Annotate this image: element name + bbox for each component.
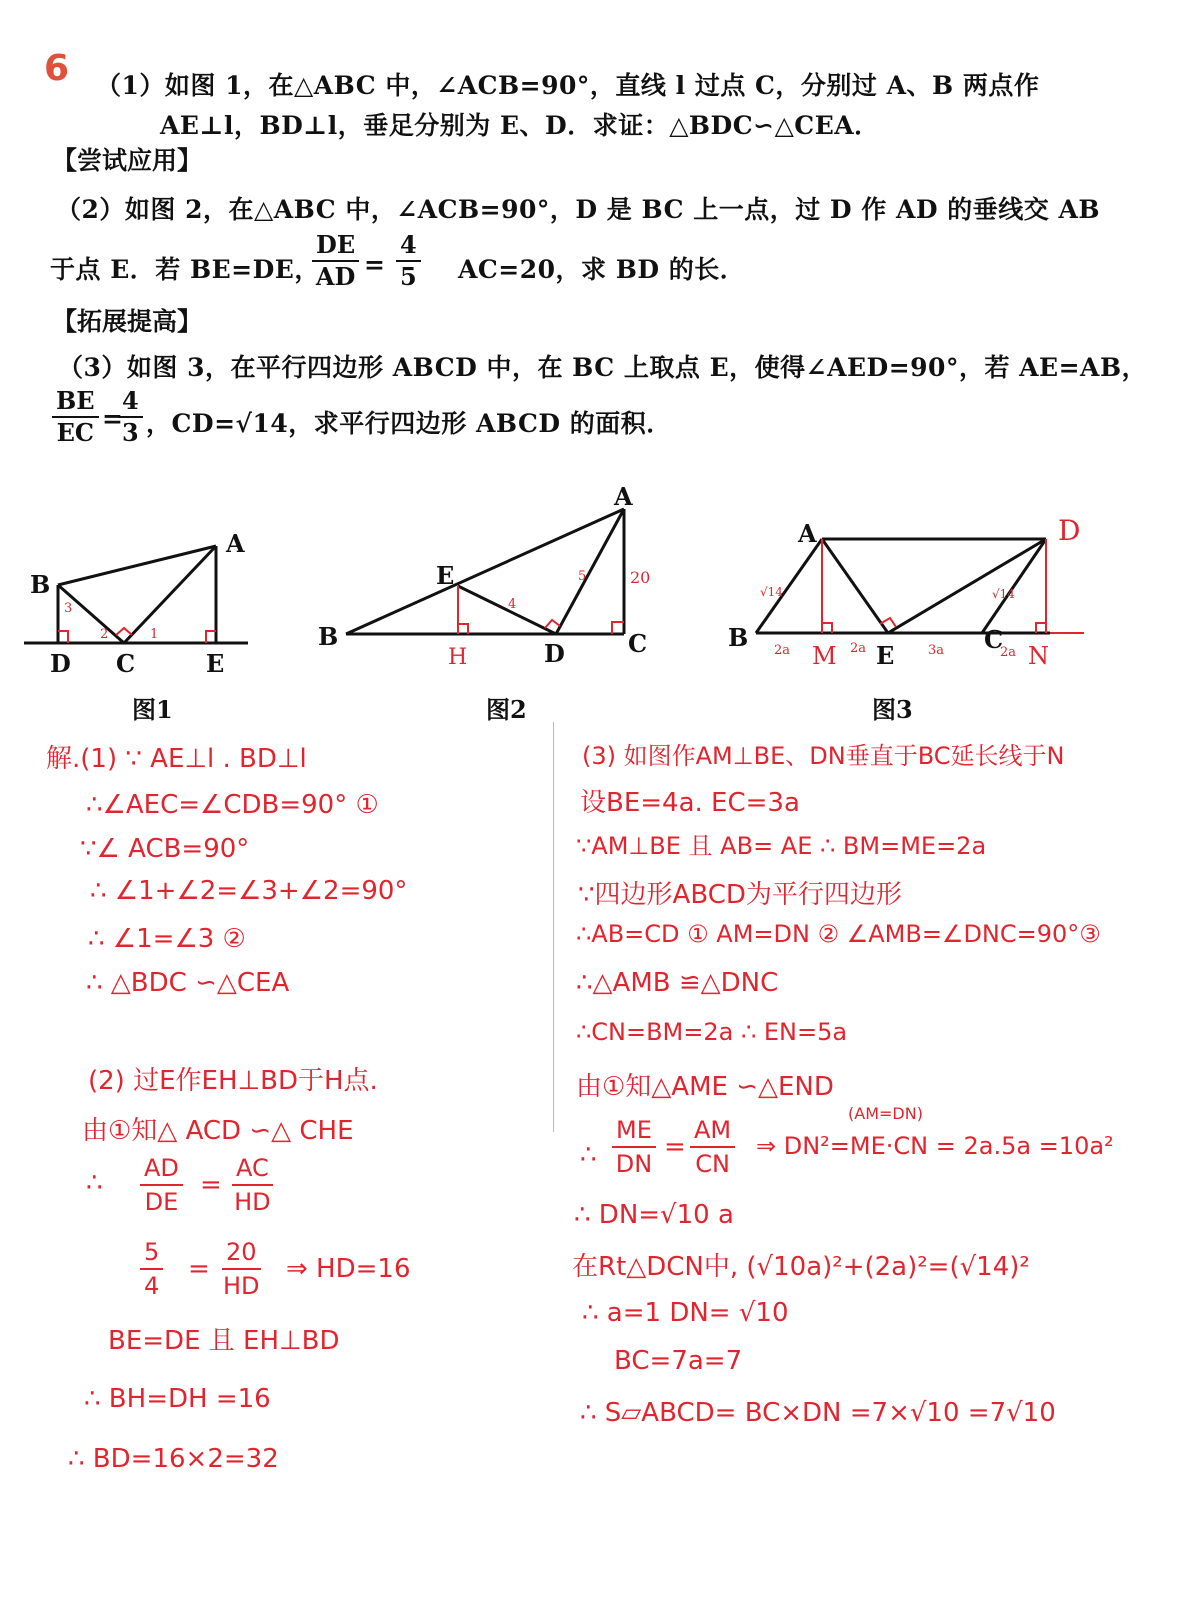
fig1-angle-1: 1 xyxy=(150,627,159,642)
fraction-denominator: DE xyxy=(144,1188,179,1216)
solution-right-line-1: (3) 如图作AM⊥BE、DN垂直于BC延长线于N xyxy=(582,742,1065,770)
section-title-try: 【尝试应用】 xyxy=(52,146,203,175)
fraction-me-over-dn xyxy=(612,1114,656,1180)
solution-left-line-3: ∵∠ ACB=90° xyxy=(80,834,250,864)
fraction-denominator: HD xyxy=(234,1188,271,1216)
solution-left-line-5: ∴ ∠1=∠3 ② xyxy=(88,924,246,954)
fig1-label-a: A xyxy=(226,529,245,558)
equals-sign: = xyxy=(188,1254,210,1284)
fig3-segment-cd xyxy=(982,539,1046,633)
fig1-label-b: B xyxy=(30,570,51,599)
solution-right-line-12: ∴ a=1 DN= √10 xyxy=(582,1298,789,1328)
fraction-denominator: HD xyxy=(223,1272,260,1300)
fig1-segment-ac xyxy=(124,546,216,643)
fraction-5-over-4 xyxy=(140,1236,163,1302)
solution-right-line-11: 在Rt△DCN中, (√10a)²+(2a)²=(√14)² xyxy=(572,1252,1030,1282)
figure-1 xyxy=(24,546,248,643)
fraction-denominator: 3 xyxy=(122,418,139,447)
solution-left-line-6: ∴ △BDC ∽△CEA xyxy=(86,968,290,998)
fraction-20-over-hd xyxy=(222,1236,261,1302)
solution-left-line-13: ∴ BD=16×2=32 xyxy=(68,1444,279,1474)
fig3-annotation-cn: 2a xyxy=(1000,645,1017,660)
solution-right-line-7: ∴CN=BM=2a ∴ EN=5a xyxy=(576,1018,848,1046)
fig3-label-c: C xyxy=(984,625,1004,654)
solution-right-line-14: ∴ S▱ABCD= BC×DN =7×√10 =7√10 xyxy=(580,1398,1056,1428)
solution-right-line-3: ∵AM⊥BE 且 AB= AE ∴ BM=ME=2a xyxy=(576,832,987,860)
fig3-annotation-bm: 2a xyxy=(774,643,791,658)
fraction-numerator: BE xyxy=(52,386,99,418)
fraction-numerator: 5 xyxy=(140,1236,163,1270)
fraction-denominator: 4 xyxy=(144,1272,160,1300)
problem-part1-line1: （1）如图 1，在△ABC 中，∠ACB=90°，直线 l 过点 C，分别过 A、B 两点作 xyxy=(96,71,1040,100)
problem-part2-line2-start: 于点 E．若 BE=DE， xyxy=(50,255,320,284)
fig3-annotation-cd: √14 xyxy=(992,587,1015,601)
solution-right-line-13: BC=7a=7 xyxy=(614,1346,743,1376)
fig1-angle-3: 3 xyxy=(64,601,73,616)
question-number: 6 xyxy=(44,48,70,89)
solution-right-line-6: ∴△AMB ≌△DNC xyxy=(576,968,779,998)
fig2-segment-ed xyxy=(458,586,556,634)
fig2-right-angle-c xyxy=(612,622,624,634)
fraction-numerator: AD xyxy=(140,1152,183,1186)
figures-canvas xyxy=(0,0,1199,700)
figure-3 xyxy=(756,539,1050,633)
solution-right-line-8: 由①知△AME ∽△END xyxy=(576,1072,834,1102)
fraction-am-over-cn xyxy=(690,1114,735,1180)
problem-part2-line1: （2）如图 2，在△ABC 中，∠ACB=90°，D 是 BC 上一点，过 D 作 AD 的垂线交 AB xyxy=(56,195,1101,224)
column-divider xyxy=(553,722,554,1132)
fig2-annotation-ad: 5 xyxy=(578,569,587,584)
fig1-segment-ab xyxy=(58,546,216,585)
solution-right-line-9-prefix: ∴ xyxy=(580,1140,597,1170)
solution-left-line-9-prefix: ∴ xyxy=(86,1168,103,1198)
problem-part1-line2: AE⊥l，BD⊥l，垂足分别为 E、D．求证：△BDC∽△CEA． xyxy=(160,111,880,140)
fig3-segment-ed xyxy=(888,539,1046,633)
fig1-right-angle-c xyxy=(116,628,132,635)
fig2-label-d: D xyxy=(544,639,565,668)
fig3-segment-ae xyxy=(822,539,888,633)
fig2-annotation-ac: 20 xyxy=(630,568,651,587)
fig2-label-c: C xyxy=(628,629,648,658)
fig2-label-b: B xyxy=(318,622,339,651)
fraction-numerator: 4 xyxy=(118,386,143,418)
solution-left-line-10-result: ⇒ HD=16 xyxy=(286,1254,411,1284)
fig3-label-b: B xyxy=(728,623,749,652)
solution-right-line-9-note: (AM=DN) xyxy=(848,1104,923,1123)
fig3-annotation-ec: 3a xyxy=(928,643,945,658)
fig3-label-m: M xyxy=(812,642,837,670)
solution-left-line-4: ∴ ∠1+∠2=∠3+∠2=90° xyxy=(90,876,408,906)
fraction-denominator: 5 xyxy=(400,262,417,291)
fraction-denominator: EC xyxy=(56,418,94,447)
equals-sign: = xyxy=(364,250,386,279)
solution-right-line-2: 设BE=4a. EC=3a xyxy=(580,788,800,818)
solution-left-line-8: 由①知△ ACD ∽△ CHE xyxy=(82,1116,354,1146)
fig3-red-marks xyxy=(822,539,1084,633)
problem-part2-line2-end: AC=20，求 BD 的长． xyxy=(458,255,746,284)
fig1-label-d: D xyxy=(50,649,71,678)
solution-left-line-7: (2) 过E作EH⊥BD于H点. xyxy=(88,1066,378,1096)
section-title-extend: 【拓展提高】 xyxy=(52,307,203,336)
solution-left-line-1: 解.(1) ∵ AE⊥l . BD⊥l xyxy=(46,744,307,774)
fraction-denominator: DN xyxy=(615,1150,653,1178)
fig2-annotation-de: 4 xyxy=(508,597,517,612)
fraction-numerator: AC xyxy=(232,1152,273,1186)
fig3-label-a: A xyxy=(798,519,817,548)
solution-right-line-5: ∴AB=CD ① AM=DN ② ∠AMB=∠DNC=90°③ xyxy=(576,920,1101,948)
solution-right-line-9-result: ⇒ DN²=ME·CN = 2a.5a =10a² xyxy=(756,1132,1114,1160)
fig2-right-angle-d xyxy=(545,620,560,628)
equals-sign: = xyxy=(102,404,124,433)
fig2-label-a: A xyxy=(614,482,633,511)
fig3-label-n: N xyxy=(1028,642,1049,670)
equals-sign: = xyxy=(200,1170,222,1200)
fraction-numerator: ME xyxy=(612,1114,656,1148)
fig1-label-e: E xyxy=(206,649,225,678)
figure-3-caption: 图3 xyxy=(872,695,913,724)
figure-2-caption: 图2 xyxy=(486,695,527,724)
fig3-label-e: E xyxy=(876,641,895,670)
fig2-label-e: E xyxy=(436,561,455,590)
fig1-label-c: C xyxy=(116,649,136,678)
fig2-segment-ad xyxy=(556,509,624,634)
fig2-label-h: H xyxy=(448,645,468,670)
solution-left-line-12: ∴ BH=DH =16 xyxy=(84,1384,271,1414)
fig3-annotation-me: 2a xyxy=(850,641,867,656)
solution-right-line-4: ∵四边形ABCD为平行四边形 xyxy=(578,880,902,910)
fig3-label-d: D xyxy=(1058,514,1081,547)
solution-left-line-11: BE=DE 且 EH⊥BD xyxy=(108,1326,340,1356)
fig1-angle-2: 2 xyxy=(100,627,109,642)
fraction-numerator: DE xyxy=(312,230,359,262)
problem-part3-line2: ，CD=√14，求平行四边形 ABCD 的面积． xyxy=(146,409,672,438)
fig2-labels xyxy=(318,482,647,668)
fraction-numerator: 20 xyxy=(222,1236,261,1270)
figure-1-caption: 图1 xyxy=(132,695,173,724)
equals-sign: = xyxy=(664,1132,686,1162)
fraction-denominator: AD xyxy=(315,262,356,291)
fraction-denominator: CN xyxy=(695,1150,730,1178)
fig3-annotation-ab: √14 xyxy=(760,585,783,599)
solution-left-line-2: ∴∠AEC=∠CDB=90° ① xyxy=(86,790,379,820)
fraction-numerator: AM xyxy=(690,1114,735,1148)
fraction-ac-over-hd xyxy=(232,1152,273,1218)
solution-right-line-10: ∴ DN=√10 a xyxy=(574,1200,734,1230)
fraction-numerator: 4 xyxy=(396,230,421,262)
problem-part3-line1: （3）如图 3，在平行四边形 ABCD 中，在 BC 上取点 E，使得∠AED=90°，若 AE=AB， xyxy=(58,353,1148,382)
fraction-ad-over-de xyxy=(140,1152,183,1218)
